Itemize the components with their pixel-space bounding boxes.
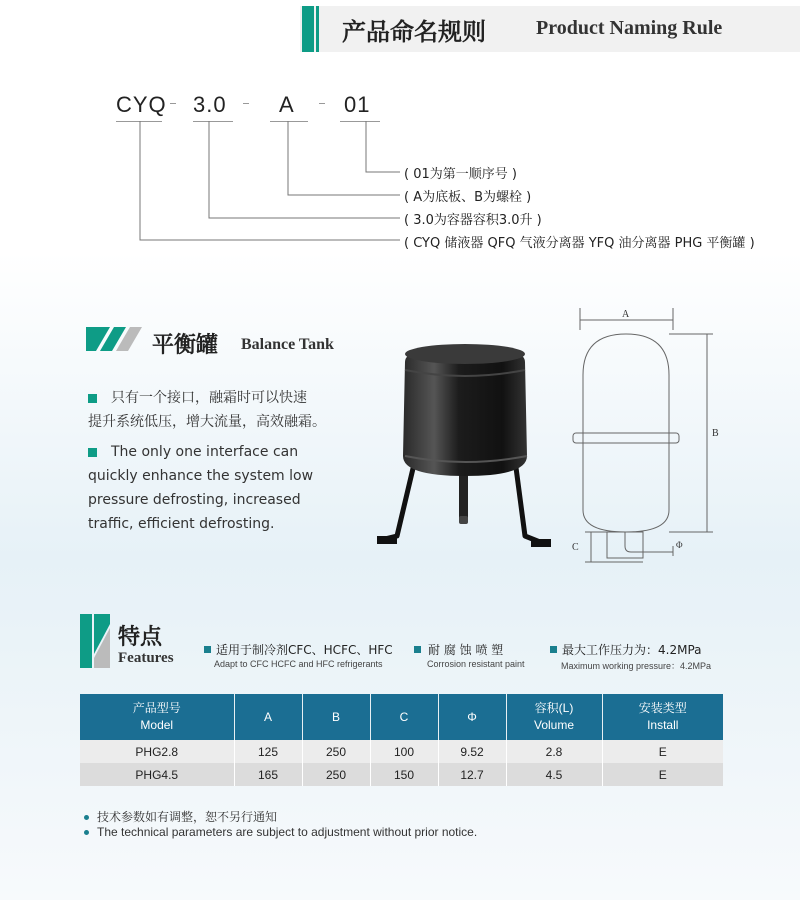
header-phi: Φ (438, 694, 506, 740)
features-icon (80, 614, 110, 668)
table-header-row (80, 694, 723, 740)
product-title-en: Balance Tank (241, 336, 334, 353)
header-a: A (234, 694, 302, 740)
rule-series: ( CYQ 储液器 QFQ 气液分离器 YFQ 油分离器 PHG 平衡罐 ) (404, 236, 755, 251)
table-row (80, 763, 723, 786)
bullet-square (88, 394, 97, 403)
desc-en-line2: quickly enhance the system low (88, 468, 314, 484)
section-stripes-icon (86, 327, 142, 351)
feature-3-cn: 最大工作压力为：4.2MPa (562, 643, 702, 657)
cell-b: 250 (302, 763, 370, 786)
header-b: B (302, 694, 370, 740)
desc-en-line1: The only one interface can (111, 444, 299, 460)
feature-bullet (414, 646, 421, 653)
header-volume: 容积(L) Volume (506, 694, 602, 740)
feature-bullet (204, 646, 211, 653)
note-en: The technical parameters are subject to adjustment without prior notice. (84, 825, 477, 839)
code-part-series: CYQ (116, 92, 167, 117)
header-c: C (370, 694, 438, 740)
spec-table (80, 694, 723, 786)
cell-c: 100 (370, 740, 438, 763)
feature-2-cn: 耐 腐 蚀 喷 塑 (428, 643, 504, 657)
cell-phi: 9.52 (438, 740, 506, 763)
rule-sequence: ( 01为第一顺序号 ) (404, 167, 517, 182)
naming-connectors (0, 0, 800, 260)
desc-cn-line1: 只有一个接口，融霜时可以快速 (111, 390, 307, 406)
rule-volume: ( 3.0为容器容积3.0升 ) (404, 213, 542, 228)
feature-bullet (550, 646, 557, 653)
desc-en-line4: traffic, efficient defrosting. (88, 516, 275, 532)
header-install: 安装类型 Install (602, 694, 723, 740)
header-title-en: Product Naming Rule (536, 17, 723, 39)
desc-cn-line2: 提升系统低压，增大流量，高效融霜。 (88, 414, 326, 430)
header-model: 产品型号 Model (80, 694, 234, 740)
balance-tank-image (375, 340, 555, 555)
feature-1-cn: 适用于制冷剂CFC、HCFC、HFC (216, 643, 393, 657)
rule-install: ( A为底板、B为螺栓 ) (404, 190, 532, 205)
note-bullet (84, 830, 89, 835)
table-row (80, 740, 723, 763)
feature-2-en: Corrosion resistant paint (427, 659, 525, 669)
header-title-cn: 产品命名规则 (342, 18, 486, 46)
feature-3-en: Maximum working pressure：4.2MPa (561, 661, 712, 671)
dim-label-b: B (712, 428, 719, 439)
cell-volume: 2.8 (506, 740, 602, 763)
dim-label-a: A (622, 309, 630, 320)
cell-model: PHG4.5 (80, 763, 234, 786)
product-desc-cn (88, 386, 378, 434)
cell-model: PHG2.8 (80, 740, 234, 763)
cell-b: 250 (302, 740, 370, 763)
features-title-cn: 特点 (118, 625, 163, 650)
desc-en-line3: pressure defrosting, increased (88, 492, 301, 508)
cell-phi: 12.7 (438, 763, 506, 786)
note-bullet (84, 815, 89, 820)
cell-a: 165 (234, 763, 302, 786)
dim-label-phi: Φ (676, 540, 683, 550)
bullet-square (88, 448, 97, 457)
cell-install: E (602, 740, 723, 763)
feature-1-en: Adapt to CFC HCFC and HFC refrigerants (214, 659, 383, 669)
cell-volume: 4.5 (506, 763, 602, 786)
dim-label-c: C (572, 542, 579, 553)
code-part-install: A (279, 92, 295, 117)
features-title-en: Features (118, 650, 174, 666)
note-cn: 技术参数如有调整，恕不另行通知 (84, 808, 277, 825)
cell-install: E (602, 763, 723, 786)
product-title-cn: 平衡罐 (152, 333, 219, 358)
cell-c: 150 (370, 763, 438, 786)
dimension-drawing (565, 300, 725, 570)
code-part-volume: 3.0 (193, 92, 227, 117)
cell-a: 125 (234, 740, 302, 763)
product-desc-en (88, 440, 388, 536)
code-part-sequence: 01 (344, 92, 371, 117)
